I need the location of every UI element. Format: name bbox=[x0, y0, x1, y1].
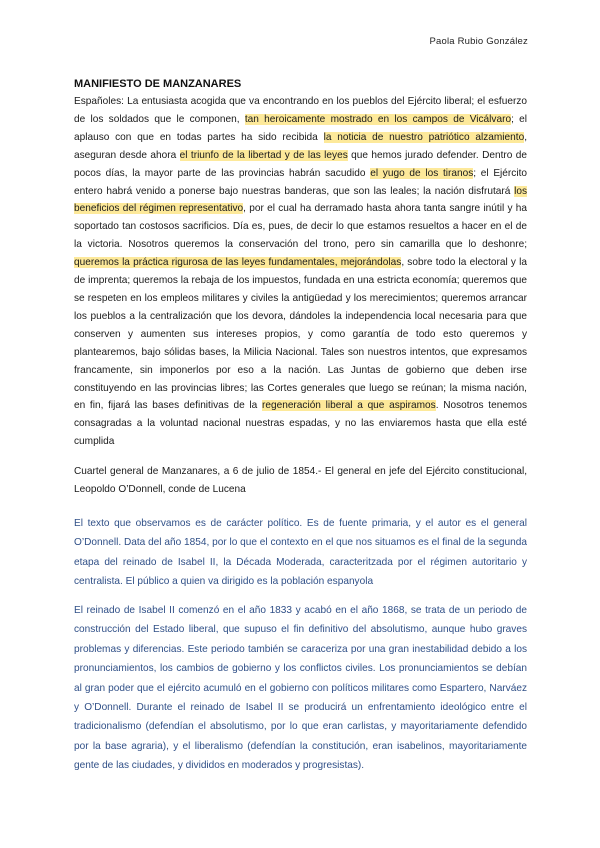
manifesto-segment: que hemos jurado defender. Dentro de pocos días, la mayor parte de las provincias habrán sacudido bbox=[74, 149, 528, 179]
author-name: Paola Rubio González bbox=[429, 36, 528, 47]
highlighted-phrase: regeneración liberal a que aspiramos bbox=[262, 400, 436, 412]
highlighted-phrase: la noticia de nuestro patriótico alzamiento bbox=[323, 131, 525, 143]
manifesto-segment: , aseguran desde ahora bbox=[74, 131, 527, 161]
highlighted-phrase: el triunfo de la libertad y de las leyes bbox=[179, 149, 348, 161]
analysis-paragraph-context: El texto que observamos es de carácter político. Es de fuente primaria, y el autor es el general O’Donnell. Data del año 1854, por lo que el contexto en el que nos situamos es el final de la segunda etapa del reinado de Isabel II, la Década Moderada, caracteritzada por el régimen autoritario y centralista. El público a quien va dirigido es la población espanyola bbox=[74, 518, 527, 588]
manifesto-segment: Españoles: La entusiasta acogida que va encontrando en los pueblos del Ejército liberal; el esfuerzo de los soldados que le componen, bbox=[74, 96, 527, 125]
manifesto-segment: ; el aplauso con que en todas partes ha sido recibida bbox=[74, 113, 527, 143]
manifesto-segment: , sobre todo la electoral y la de imprenta; queremos la rebaja de los impuestos, fundada en una estricta economía; queremos que se respeten en los empleos militares y civiles la antigüedad y los merecimientos; queremos arrancar los pueblos a la centralización que los devora, dándoles la independencia local necesaria para que conserven y aumenten sus intereses propios, y como garantía de todo esto queremos y plantearemos, bajo sólidas bases, la Milicia Nacional. Tales son nuestros intentos, que expresamos francamente, sin imponerlos por eso a la nación. Las Juntas de gobierno que deben irse constituyendo en las provincias libres; las Cortes generales que luego se reúnan; la misma nación, en fin, fijará las bases definitivas de la bbox=[74, 257, 528, 412]
highlighted-phrase: el yugo de los tiranos bbox=[370, 167, 474, 179]
manifesto-signature: Cuartel general de Manzanares, a 6 de julio de 1854.- El general en jefe del Ejército constitucional, Leopoldo O’Donnell, conde de Lucena bbox=[74, 466, 527, 495]
manifesto-segment: , por el cual ha derramado hasta ahora tanta sangre inútil y ha soportado tan costosos sacrificios. Día es, pues, de decir lo que estamos resueltos a hacer en el de la victoria. Nosotros queremos la conservación del trono, pero sin camarilla que lo deshonre; bbox=[74, 203, 528, 251]
manifesto-segment: ; el Ejército entero habrá venido a ponerse bajo nuestras banderas, que son las leales; la nación disfrutará bbox=[74, 167, 527, 197]
highlighted-phrase: tan heroicamente mostrado en los campos de Vicálvaro bbox=[244, 113, 512, 125]
manifesto-text bbox=[74, 93, 527, 451]
analysis-paragraph-reign: El reinado de Isabel II comenzó en el año 1833 y acabó en el año 1868, se trata de un periodo de construcción del Estado liberal, que supuso el fin definitivo del absolutismo, aunque hubo graves problemas y diferencias. Este periodo también se caraceriza por una gran inestabilidad debido a los pronunciamientos, los cambios de gobierno y los conflictos civiles. Los pronunciamientos se debían al gran poder que el ejército acumuló en el gobierno con políticos militares como Espartero, Narváez y O’Donnell. Durante el reinado de Isabel II se producirá un enfrentamiento ideológico entre el tradicionalismo (defendían el absolutismo, por lo que eran carlistas, y mayoritariamente defendido por la base agraria), y el liberalismo (defendían la constitución, eran isabelinos, mayoritariamente gente de las ciudades, y divididos en moderados y progresistas). bbox=[74, 605, 527, 772]
manifesto-segment: . Nosotros tenemos consagradas a la voluntad nacional nuestras espadas, y no las enviaremos hasta que ella esté cumplida bbox=[74, 400, 527, 448]
highlighted-phrase: los beneficios del régimen representativo bbox=[74, 185, 527, 215]
highlighted-phrase: queremos la práctica rigurosa de las leyes fundamentales, mejorándolas bbox=[74, 257, 402, 269]
document-title: MANIFIESTO DE MANZANARES bbox=[74, 78, 242, 90]
